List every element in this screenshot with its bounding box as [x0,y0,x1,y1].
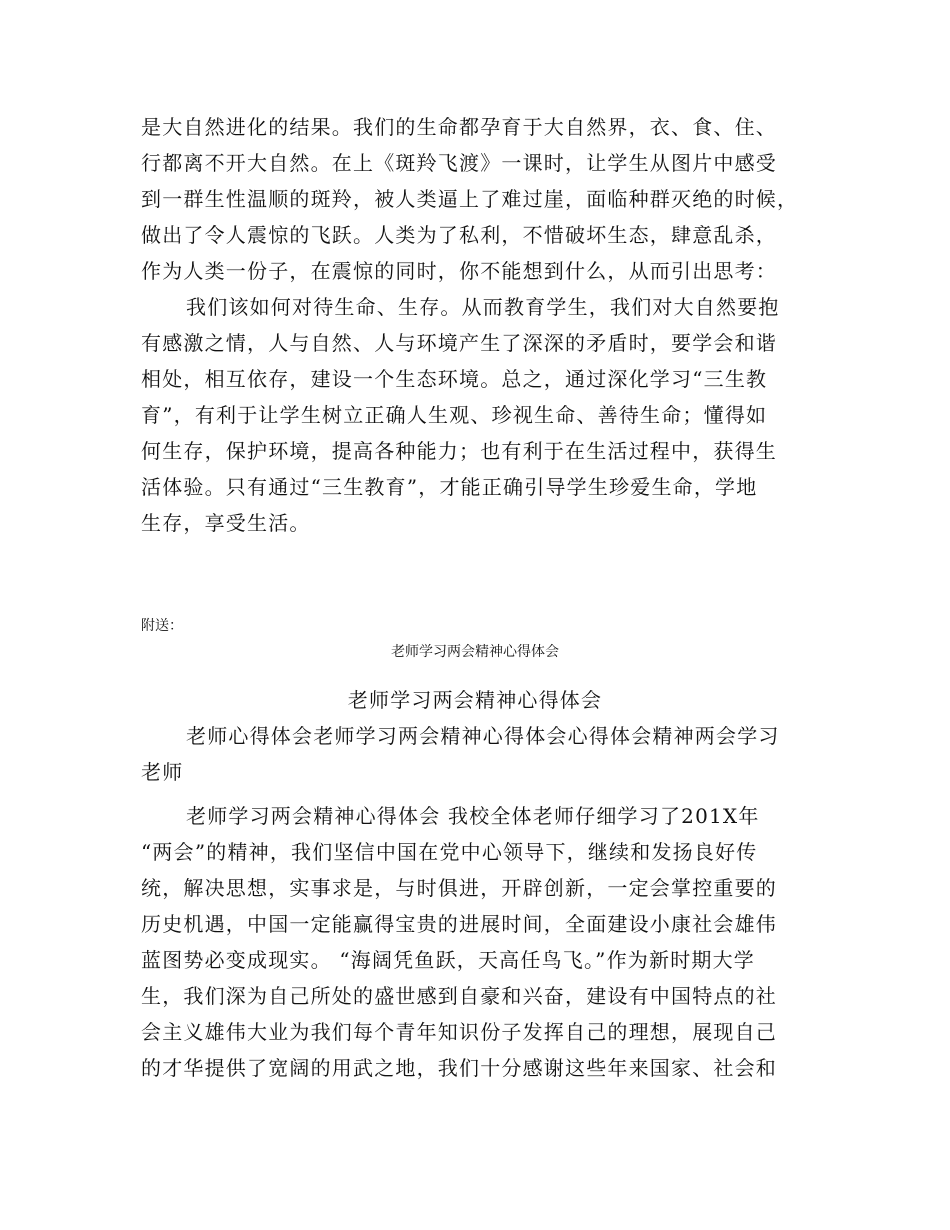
paragraph-line: 行都离不开大自然。在上《斑羚飞渡》一课时，让学生从图片中感受 [141,151,777,175]
paragraph-line: 有感激之情，人与自然、人与环境产生了深深的矛盾时，要学会和谐 [141,331,777,355]
keywords-line: 老师 [141,760,184,784]
paragraph-line: 会主义雄伟大业为我们每个青年知识份子发挥自己的理想，展现自己 [141,1020,777,1044]
paragraph-line: 活体验。只有通过“三生教育”，才能正确引导学生珍爱生命，学地 [141,475,758,499]
paragraph-line: 生，我们深为自己所处的盛世感到自豪和兴奋，建设有中国特点的社 [141,984,777,1008]
paragraph-line: 历史机遇，中国一定能赢得宝贵的进展时间，全面建设小康社会雄伟 [141,912,777,936]
paragraph-line: 的才华提供了宽阔的用武之地，我们十分感谢这些年来国家、社会和 [141,1056,777,1080]
appendix-small-title: 老师学习两会精神心得体会 [391,644,559,660]
paragraph-line: 是大自然进化的结果。我们的生命都孕育于大自然界，衣、食、住、 [141,115,777,139]
paragraph-line: 统，解决思想，实事求是，与时俱进，开辟创新，一定会掌控重要的 [141,876,777,900]
paragraph-line: 育”，有利于让学生树立正确人生观、珍视生命、善待生命；懂得如 [141,403,768,427]
paragraph-line: 作为人类一份子，在震惊的同时，你不能想到什么，从而引出思考： [141,259,777,283]
keywords-line: 老师心得体会老师学习两会精神心得体会心得体会精神两会学习 [186,724,780,748]
paragraph-line: 相处，相互依存，建设一个生态环境。总之，通过深化学习“三生教 [141,367,768,391]
paragraph-line: 我们该如何对待生命、生存。从而教育学生，我们对大自然要抱 [186,295,780,319]
paragraph-line: “两会”的精神，我们坚信中国在党中心领导下，继续和发扬良好传 [141,840,758,864]
article-title: 老师学习两会精神心得体会 [347,688,603,712]
paragraph-line: 何生存，保护环境，提高各种能力；也有利于在生活过程中，获得生 [141,439,777,463]
paragraph-line: 蓝图势必变成现实。 “海阔凭鱼跃，天高任鸟飞。”作为新时期大学 [141,948,756,972]
paragraph-line: 到一群生性温顺的斑羚，被人类逼上了难过崖，面临种群灭绝的时候， [141,187,799,211]
paragraph-line: 做出了令人震惊的飞跃。人类为了私利，不惜破坏生态，肆意乱杀， [141,223,777,247]
paragraph-line: 老师学习两会精神心得体会 我校全体老师仔细学习了201X年 [186,804,760,828]
appendix-label: 附送： [141,618,183,634]
paragraph-line: 生存，享受生活。 [141,511,311,535]
